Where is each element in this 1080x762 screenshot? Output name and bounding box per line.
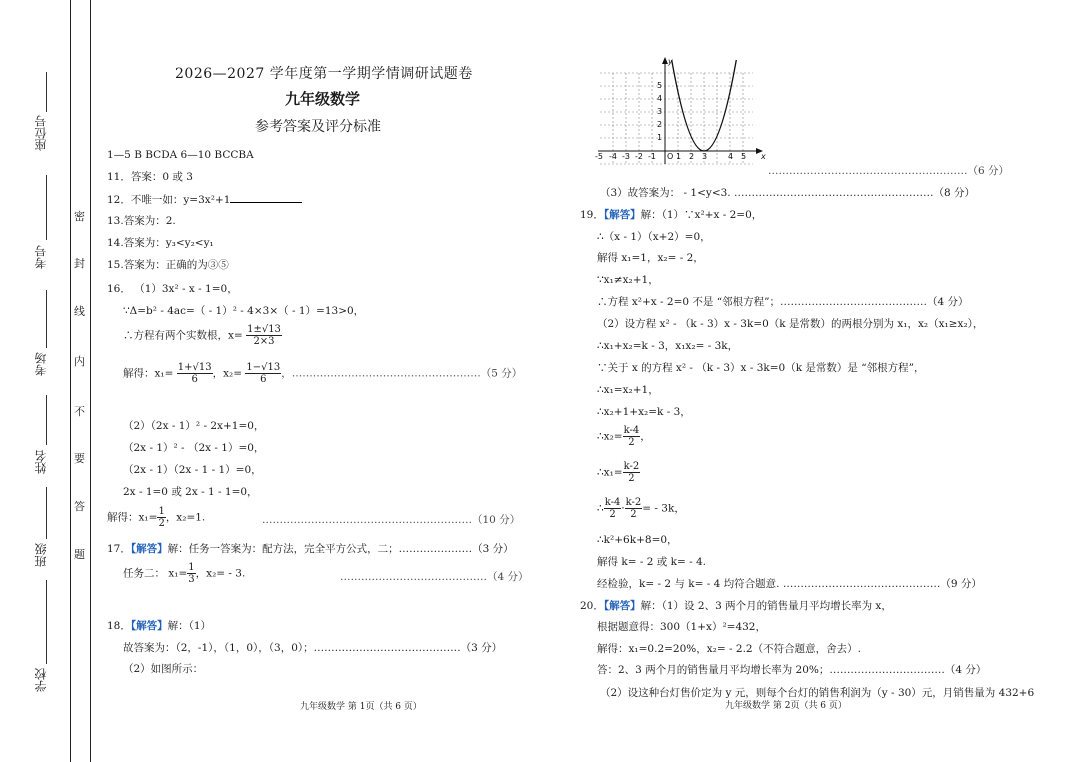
- answer-16-roots-formula: [123, 324, 282, 347]
- exam-number-label: 考号: [34, 245, 48, 269]
- answer-11: 11．答案：0 或 3: [107, 171, 193, 183]
- roots-formula-fraction: [246, 324, 282, 347]
- answer-19-line2: ∴（x - 1）（x+2）=0，: [597, 231, 711, 243]
- answer-18-2-score: …………………………………………………（6 分）: [768, 165, 1010, 177]
- question-number: 19．: [580, 209, 604, 221]
- task1-text: 解：任务一答案为：配方法，完全平方公式，二；…………………（3 分）: [167, 543, 514, 555]
- answer-19-2-product: [597, 497, 685, 520]
- seal-char-2: 封: [74, 257, 85, 270]
- fraction-numerator: 1±√13: [247, 324, 281, 335]
- solution-x2: ，x₂=1.: [165, 511, 206, 524]
- exam-title: 2026—2027 学年度第一学期学情调研试题卷: [175, 66, 473, 82]
- answer-20-equation: 根据题意得：300（1+x）²=432，: [597, 621, 766, 633]
- answer-17-task2: [123, 562, 245, 585]
- exam-room-label: 考场: [34, 352, 48, 376]
- answer-tag: 【解答】: [603, 209, 641, 221]
- x1-fraction: [177, 362, 213, 385]
- product-result: = - 3k，: [642, 502, 685, 515]
- answer-20-2: （2）设这种台灯售价定为 y 元，则每个台灯的销售利润为（y - 30）元，月销售量为 432+6: [600, 687, 1035, 699]
- seal-char-3: 线: [74, 305, 85, 318]
- product-dot: ·: [621, 502, 625, 515]
- x1-text: ∴x₁=: [597, 466, 623, 479]
- fraction-numerator: k-2: [625, 497, 642, 508]
- x1-third-fraction: [187, 562, 195, 585]
- x2-text: ∴x₂=: [597, 430, 623, 443]
- x-tick-label: 4: [728, 152, 734, 161]
- answer-12-underline: [230, 193, 302, 203]
- solution-text: 解得：x₁=: [123, 367, 174, 380]
- answer-19-2-line1: （2）设方程 x² - （k - 3）x - 3k=0（k 是常数）的两根分别为 x₁，x₂（x₁≥x₂），: [597, 318, 984, 330]
- answer-15: 15.答案为：正确的为③⑤: [107, 259, 229, 271]
- question-number: 18．: [107, 620, 131, 632]
- seal-char-1: 密: [74, 210, 85, 223]
- fraction-numerator: 1+√13: [177, 362, 212, 373]
- answer-12: [107, 192, 302, 207]
- x-tick-label: -2: [635, 152, 643, 161]
- page-footer-right: 九年级数学 第 2页（共 6 页）: [725, 701, 847, 711]
- answer-tag: 【解答】: [603, 600, 641, 612]
- x-tick-label: 3: [702, 152, 708, 161]
- binding-line-inner: [90, 0, 91, 762]
- seal-char-7: 答: [74, 500, 85, 513]
- fraction-denominator: 6: [260, 374, 267, 385]
- x2-comma: ，: [640, 430, 651, 443]
- answer-18-3: （3）故答案为： - 1<y<3. …………………………………………………（8 分）: [600, 187, 975, 199]
- seat-number-line: [46, 72, 47, 112]
- answer-19-line3: 解得 x₁=1，x₂= - 2，: [597, 252, 704, 264]
- y-tick-label: 1: [657, 133, 663, 142]
- fraction-denominator: 2: [158, 518, 165, 529]
- answer-19-2-x1: [597, 461, 640, 484]
- answer-20-1: [580, 598, 892, 613]
- y-axis-label: y: [668, 57, 673, 66]
- fraction-denominator: 6: [191, 374, 198, 385]
- answer-19-2-check: 经检验，k= - 2 与 k= - 4 均符合题意. ………………………………………（9 分）: [597, 578, 982, 590]
- task2-x2: ，x₂= - 3.: [195, 567, 246, 580]
- class-line: [46, 487, 47, 539]
- binding-line-outer: [70, 0, 71, 762]
- solution-mid: ，x₂=: [212, 367, 243, 380]
- solution-text: 解得：x₁=: [107, 511, 158, 524]
- answer-18-coords: 故答案为：（2，-1），（1，0），（3，0）；……………………………………（3 分）: [123, 642, 503, 654]
- answer-19-text: 解：（1）∵x²+x - 2=0，: [640, 209, 763, 221]
- x-tick-label: 5: [741, 152, 747, 161]
- product-fraction-1: [604, 497, 625, 520]
- exam-subject: 九年级数学: [285, 90, 361, 108]
- answer-20-text: 解：（1）设 2、3 两个月的销售量月平均增长率为 x，: [640, 600, 892, 612]
- seal-char-4: 内: [74, 355, 85, 368]
- x2-fraction: [245, 362, 281, 385]
- x1-half-fraction: [157, 506, 165, 529]
- answer-19-2-quadratic: ∴k²+6k+8=0，: [597, 534, 678, 546]
- fraction-numerator: k-2: [623, 461, 640, 472]
- school-label: 学校: [34, 668, 48, 692]
- answer-tag: 【解答】: [130, 620, 168, 632]
- page-footer-left: 九年级数学 第 1页（共 6 页）: [300, 702, 422, 712]
- answer-20-solution: 解得：x₁=0.2=20%，x₂= - 2.2（不符合题意，舍去）.: [597, 643, 861, 655]
- product-fraction-2: [625, 497, 643, 520]
- answer-20-conclusion: 答：2、3 两个月的销售量月平均增长率为 20%；……………………………（4 分）: [597, 664, 987, 676]
- name-line: [46, 395, 47, 445]
- x-tick-label: -5: [595, 152, 603, 161]
- task2-text: 任务二： x₁=: [123, 567, 188, 580]
- x-axis-label: x: [761, 152, 766, 161]
- fraction-denominator: 2: [628, 473, 635, 484]
- question-number: 17．: [107, 543, 131, 555]
- answer-17-task2-score: ……………………………………（4 分）: [340, 571, 529, 583]
- x2-fraction: [623, 425, 641, 448]
- x-tick-label: -1: [648, 152, 656, 161]
- answer-19-2-k-values: 解得 k= - 2 或 k= - 4.: [597, 556, 706, 568]
- fraction-numerator: k-4: [604, 497, 621, 508]
- parabola-graph: [593, 55, 773, 165]
- answer-16-discriminant: ∵Δ=b² - 4ac=（ - 1）² - 4×3×（ - 1）=13>0，: [123, 305, 365, 317]
- solution-score: ，………………………………………………（5 分）: [281, 367, 523, 380]
- answer-19-line5: ∴方程 x²+x - 2=0 不是 “邻根方程”；……………………………………（4 分）: [597, 296, 969, 308]
- answer-tag: 【解答】: [130, 543, 168, 555]
- seal-char-5: 不: [74, 405, 85, 418]
- y-tick-label: 2: [657, 120, 663, 129]
- roots-formula-text: ∴方程有两个实数根，x=: [123, 329, 243, 342]
- answer-14: 14.答案为：y₃<y₂<y₁: [107, 237, 214, 249]
- answer-16-solution: [123, 362, 522, 385]
- x1-fraction: [623, 461, 641, 484]
- answer-13: 13.答案为：2.: [107, 215, 176, 227]
- fraction-numerator: 1: [158, 506, 165, 517]
- answer-16-2-line2: （2x - 1）² - （2x - 1）=0，: [123, 442, 265, 454]
- x-tick-label: -3: [622, 152, 630, 161]
- answer-16-2-line4: 2x - 1=0 或 2x - 1 - 1=0，: [123, 486, 258, 498]
- fraction-numerator: 1: [188, 562, 195, 573]
- answer-19-1: [580, 207, 762, 222]
- answer-16-2-score: ……………………………………………………（10 分）: [262, 514, 521, 526]
- fraction-denominator: 2: [628, 437, 635, 448]
- answer-18-1: [107, 618, 211, 633]
- answer-19-line4: ∵x₁≠x₂+1，: [597, 274, 659, 286]
- seat-number-label: 座位号: [34, 115, 48, 151]
- school-line: [46, 580, 47, 664]
- fraction-denominator: 3: [188, 574, 195, 585]
- answer-16-2-solution: [107, 506, 205, 529]
- fraction-denominator: 2×3: [253, 336, 275, 347]
- answer-17-task1: [107, 541, 514, 556]
- answer-19-2-line5: ∴x₂+1+x₂=k - 3，: [597, 406, 691, 418]
- product-therefore: ∴: [597, 502, 604, 515]
- fraction-numerator: 1−√13: [246, 362, 281, 373]
- fraction-denominator: 2: [630, 509, 637, 520]
- answer-18-text: 解：（1）: [167, 620, 212, 632]
- x-tick-label: 2: [689, 152, 695, 161]
- x-tick-label: -4: [609, 152, 617, 161]
- tick-labels: [595, 57, 766, 161]
- seal-char-8: 题: [74, 548, 85, 561]
- exam-room-line: [46, 290, 47, 348]
- answers-1-10: 1—5 B BCDA 6—10 BCCBA: [107, 149, 254, 161]
- y-tick-label: 5: [657, 81, 663, 90]
- answer-18-2: （2）如图所示：: [123, 663, 204, 675]
- answer-16-1: 16． （1）3x² - x - 1=0，: [107, 283, 238, 295]
- answer-16-2-line1: （2）（2x - 1）² - 2x+1=0，: [123, 420, 265, 432]
- x-tick-label: 1: [676, 152, 682, 161]
- answer-12-text: 12．不唯一如：y=3x²+1: [107, 194, 231, 206]
- y-tick-label: 4: [657, 94, 663, 103]
- exam-number-line: [46, 175, 47, 240]
- answer-19-2-line2: ∴x₁+x₂=k - 3，x₁x₂= - 3k，: [597, 340, 739, 352]
- answer-19-2-line4: ∴x₁=x₂+1，: [597, 384, 659, 396]
- y-tick-label: 3: [657, 107, 663, 116]
- answer-key-title: 参考答案及评分标准: [255, 119, 381, 135]
- fraction-numerator: k-4: [623, 425, 640, 436]
- answer-16-2-line3: （2x - 1）（2x - 1 - 1）=0，: [123, 464, 262, 476]
- answer-19-2-x2: [597, 425, 651, 448]
- seal-char-6: 要: [74, 452, 85, 465]
- origin-label: O: [667, 152, 674, 161]
- name-label: 姓名: [34, 450, 48, 474]
- fraction-denominator: 2: [609, 509, 616, 520]
- class-label: 班级: [34, 543, 48, 567]
- question-number: 20．: [580, 600, 604, 612]
- answer-19-2-line3: ∵关于 x 的方程 x² - （k - 3）x - 3k=0（k 是常数）是 “邻根方程”，: [597, 362, 925, 374]
